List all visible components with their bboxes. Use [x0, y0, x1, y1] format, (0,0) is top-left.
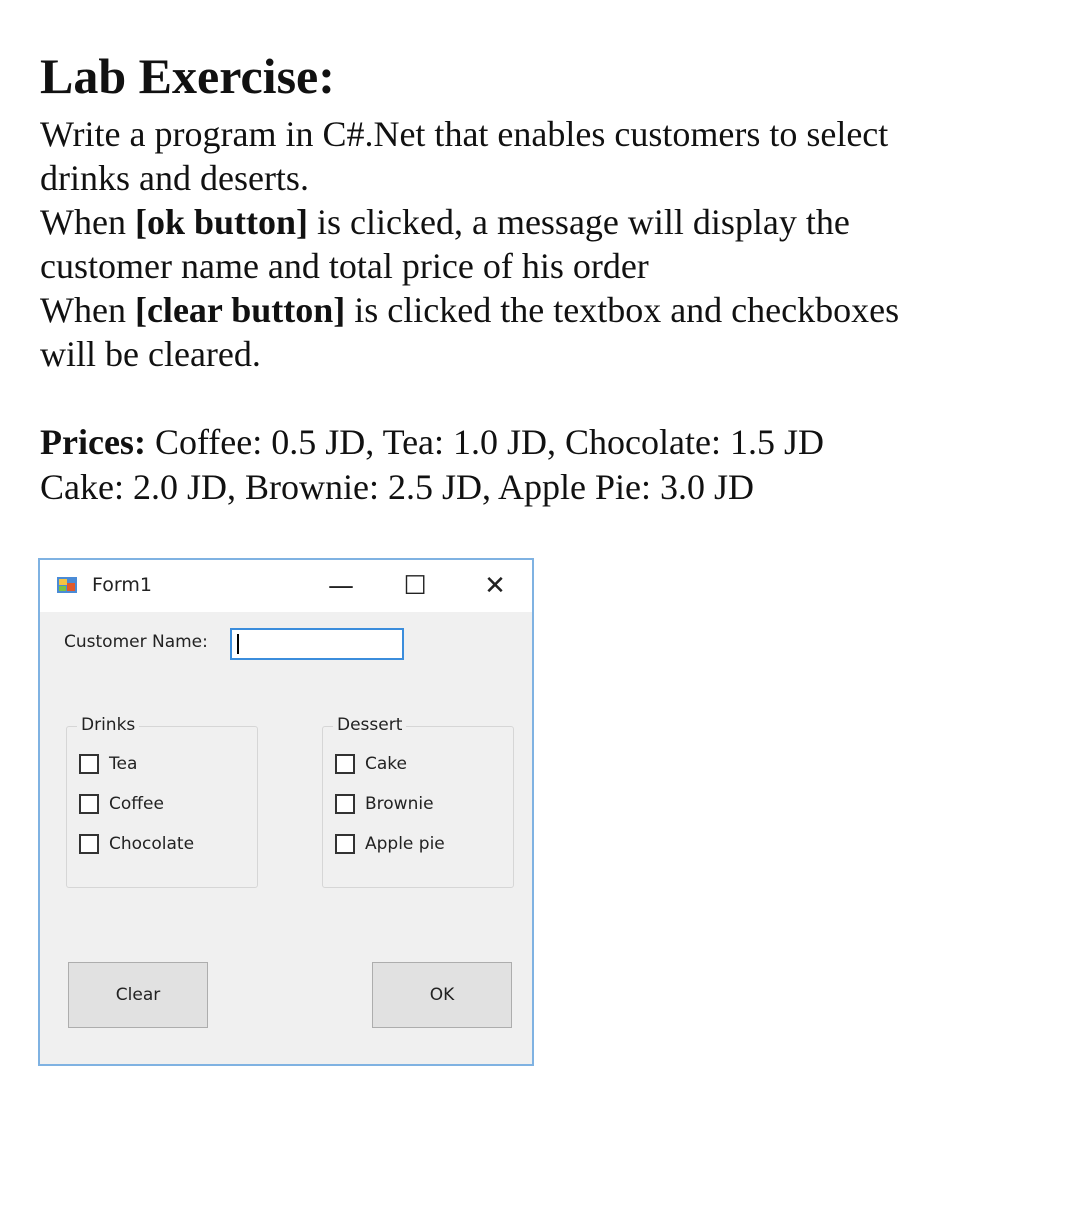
checkbox-label: Tea: [109, 754, 138, 774]
clear-button[interactable]: Clear: [68, 962, 208, 1028]
dessert-group-title: Dessert: [333, 715, 406, 735]
checkbox-label: Chocolate: [109, 834, 195, 854]
minimize-button[interactable]: —: [328, 571, 354, 601]
checkbox-chocolate[interactable]: [79, 831, 194, 857]
checkbox-tea[interactable]: [79, 751, 137, 777]
prices-section: [40, 420, 824, 510]
checkbox-coffee[interactable]: [79, 791, 164, 817]
form-app-icon: [56, 574, 78, 596]
instruction-line: When [clear button] is clicked the textbox and checkboxes: [40, 290, 900, 330]
instruction-line: customer name and total price of his order: [40, 246, 649, 286]
checkbox-box[interactable]: [335, 794, 355, 814]
prices-line: Cake: 2.0 JD, Brownie: 2.5 JD, Apple Pie: 3.0 JD: [40, 467, 754, 507]
instruction-line: When [ok button] is clicked, a message will display the: [40, 202, 850, 242]
instruction-line: drinks and deserts.: [40, 158, 309, 198]
checkbox-label: Brownie: [365, 794, 434, 814]
prices-label: Prices:: [40, 422, 146, 462]
instruction-line: Write a program in C#.Net that enables customers to select: [40, 114, 889, 154]
prices-line: Prices: Coffee: 0.5 JD, Tea: 1.0 JD, Chocolate: 1.5 JD: [40, 422, 824, 462]
checkbox-box[interactable]: [79, 834, 99, 854]
maximize-button[interactable]: ☐: [403, 571, 427, 601]
ok-button[interactable]: OK: [372, 962, 512, 1028]
checkbox-apple-pie[interactable]: [335, 831, 445, 857]
checkbox-cake[interactable]: [335, 751, 407, 777]
checkbox-label: Coffee: [109, 794, 164, 814]
title-bar[interactable]: [40, 560, 532, 612]
customer-name-input[interactable]: [230, 628, 404, 660]
dessert-groupbox: [322, 715, 514, 888]
drinks-groupbox: [66, 715, 258, 888]
close-button[interactable]: ✕: [484, 571, 506, 601]
drinks-group-title: Drinks: [77, 715, 139, 735]
clear-button-reference: [clear button]: [134, 290, 346, 330]
checkbox-box[interactable]: [79, 794, 99, 814]
checkbox-brownie[interactable]: [335, 791, 434, 817]
checkbox-box[interactable]: [79, 754, 99, 774]
instructions: [40, 112, 1040, 376]
checkbox-box[interactable]: [335, 754, 355, 774]
ok-button-reference: [ok button]: [134, 202, 309, 242]
checkbox-label: Cake: [365, 754, 407, 774]
customer-name-label: Customer Name:: [64, 632, 208, 652]
window-title: Form1: [92, 574, 152, 596]
instruction-line: will be cleared.: [40, 334, 261, 374]
checkbox-box[interactable]: [335, 834, 355, 854]
page-title: Lab Exercise:: [40, 48, 335, 104]
checkbox-label: Apple pie: [365, 834, 445, 854]
lab-document: [40, 40, 1040, 376]
text-caret: [237, 634, 239, 654]
form-window: [38, 558, 534, 1066]
